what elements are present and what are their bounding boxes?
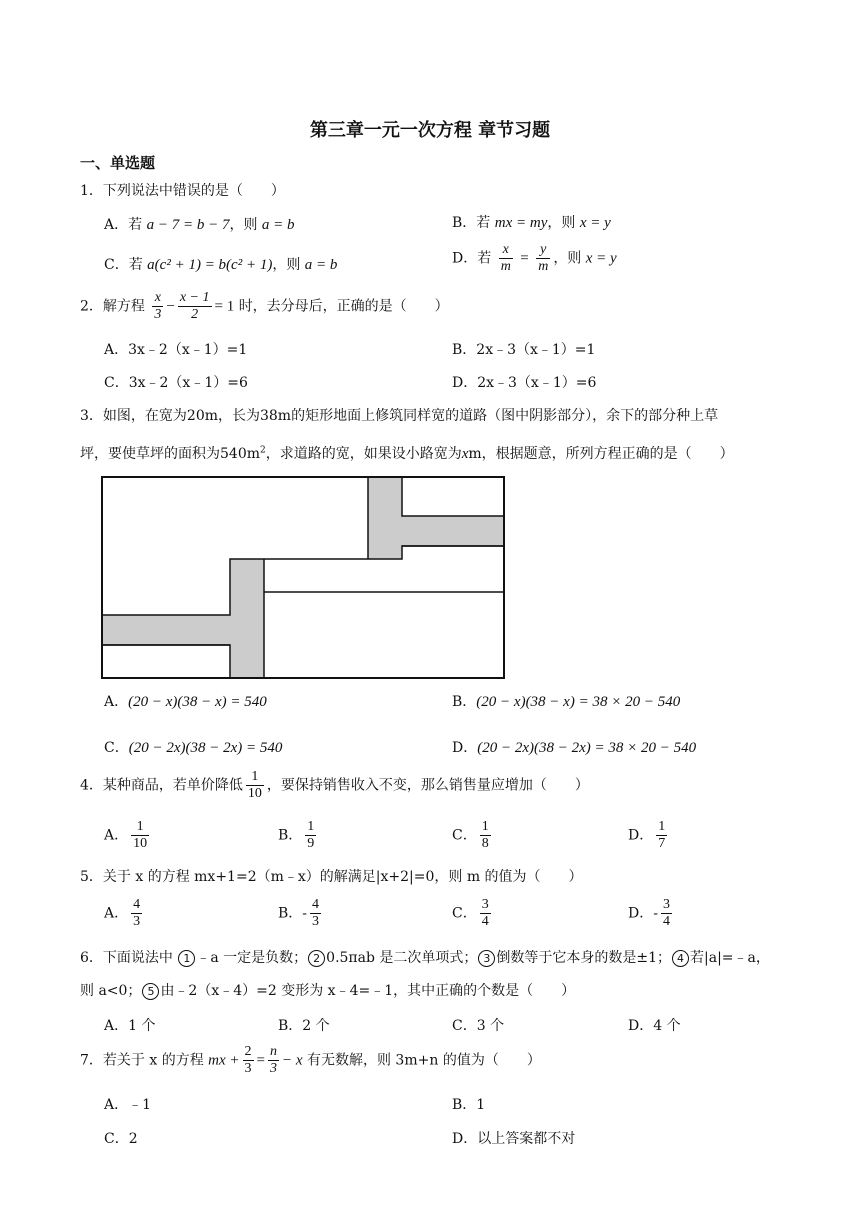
q1-c-expression: a(c² + 1) = b(c² + 1)	[147, 257, 273, 273]
question-3-line-1: 3．如图，在宽为20m，长为38m的矩形地面上修筑同样宽的道路（图中阴影部分），余下的部分种上草	[80, 408, 719, 424]
circled-number-2: 2	[308, 950, 325, 967]
page-title: 第三章一元一次方程 章节习题	[309, 120, 551, 141]
q1-option-c[interactable]: C．若 a(c² + 1) = b(c² + 1)，则 a = b	[104, 257, 338, 273]
q5-option-c[interactable]: C． $\frac{3}{4}$	[452, 897, 489, 929]
q4-option-b[interactable]: B． $\frac{1}{9}$	[278, 819, 315, 851]
q7-option-b[interactable]: B．1	[452, 1097, 486, 1113]
section-heading: 一、单选题	[80, 154, 156, 172]
q3-option-d[interactable]: D．(20 − 2x)(38 − 2x) = 38 × 20 − 540	[452, 740, 697, 756]
q7-option-c[interactable]: C．2	[104, 1131, 138, 1147]
q2-option-b[interactable]: B．2x﹣3（x﹣1）=1	[452, 342, 596, 358]
q6-option-a[interactable]: A．1 个	[104, 1018, 156, 1034]
field-outline	[102, 477, 504, 678]
question-1-stem: 1．下列说法中错误的是（ ）	[80, 183, 285, 199]
q1-d-conclusion: x = y	[585, 250, 617, 267]
q6-option-b[interactable]: B．2 个	[278, 1018, 330, 1034]
q6-option-d[interactable]: D．4 个	[628, 1018, 681, 1034]
q4-fraction: $\frac{1}{10}$	[247, 769, 262, 801]
circled-number-3: 3	[478, 950, 495, 967]
q6-option-c[interactable]: C．3 个	[452, 1018, 505, 1034]
q1-b-expression: mx = my	[494, 215, 548, 231]
q3-option-c[interactable]: C．(20 − 2x)(38 − 2x) = 540	[104, 740, 283, 756]
question-6-line-1: 6．下面说法中 1 ﹣a 一定是负数； 2 0.5πab 是二次单项式； 3 倒数等于它本身的数是±1； 4 若|a|=﹣a，	[80, 950, 770, 966]
q1-d-fraction-2: $\frac{y}{m}$	[538, 242, 549, 274]
q4-option-a[interactable]: A． $\frac{1}{10}$	[104, 819, 148, 851]
q1-d-fraction-1: $\frac{x}{m}$	[500, 242, 511, 274]
q3-c-expression: (20 − 2x)(38 − 2x) = 540	[128, 740, 283, 756]
q2-fraction-2: $\frac{x - 1}{2}$	[179, 290, 210, 322]
q3-b-expression: (20 − x)(38 − x) = 38 × 20 − 540	[476, 694, 681, 710]
q2-option-c[interactable]: C．3x﹣2（x﹣1）=6	[104, 375, 248, 391]
question-4-stem: 4．某种商品，若单价降低 $\frac{1}{10}$ ，要保持销售收入不变，那么销售量应增加（ ）	[80, 769, 589, 801]
q2-option-a[interactable]: A．3x﹣2（x﹣1）=1	[104, 342, 248, 358]
circled-number-4: 4	[672, 950, 689, 967]
circled-number-5: 5	[142, 983, 159, 1000]
q5-option-b[interactable]: B．- $\frac{4}{3}$	[278, 897, 320, 929]
question-7-stem: 7．若关于 x 的方程 mx + $\frac{2}{3}$ = $\frac{n}{3}$ − x 有无数解，则 3m+n 的值为（ ）	[80, 1044, 541, 1076]
q1-option-b[interactable]: B．若 mx = my，则 x = y	[452, 215, 611, 231]
q2-fraction-1: $\frac{x}{3}$	[154, 290, 162, 322]
q1-option-a[interactable]: A．若 a − 7 = b − 7，则 a = b	[104, 217, 295, 233]
question-6-line-2: 则 a<0； 5 由﹣2（x﹣4）=2 变形为 x﹣4=﹣1，其中正确的个数是（ ）	[80, 983, 576, 999]
q7-fraction-2: $\frac{n}{3}$	[270, 1044, 277, 1076]
q7-option-a[interactable]: A．﹣1	[104, 1097, 152, 1113]
q3-d-expression: (20 − 2x)(38 − 2x) = 38 × 20 − 540	[477, 740, 697, 756]
q7-fraction-1: $\frac{2}{3}$	[244, 1044, 252, 1076]
q5-option-a[interactable]: A． $\frac{4}{3}$	[104, 897, 141, 929]
q5-option-d[interactable]: D．- $\frac{3}{4}$	[628, 897, 670, 929]
q2-option-d[interactable]: D．2x﹣3（x﹣1）=6	[452, 375, 597, 391]
question-3-line-2: 坪，要使草坪的面积为$540m^2$，求道路的宽，如果设小路宽为xm，根据题意，所列方程正确的是（ ）	[80, 445, 734, 462]
circled-number-1: 1	[178, 950, 195, 967]
q7-option-d[interactable]: D．以上答案都不对	[452, 1131, 576, 1147]
q1-a-conclusion: a = b	[261, 217, 295, 233]
q3-option-a[interactable]: A．(20 − x)(38 − x) = 540	[104, 694, 267, 710]
question-5-stem: 5．关于 x 的方程 mx+1=2（m﹣x）的解满足|x+2|=0，则 m 的值为（ ）	[80, 869, 583, 885]
q1-b-conclusion: x = y	[579, 215, 611, 231]
q3-a-expression: (20 − x)(38 − x) = 540	[128, 694, 267, 710]
q1-a-expression: a − 7 = b − 7	[146, 217, 230, 233]
q1-option-d[interactable]: D．若 $\frac{x}{m}$ = $\frac{y}{m}$ ，则 x = y	[452, 242, 617, 274]
q3-option-b[interactable]: B．(20 − x)(38 − x) = 38 × 20 − 540	[452, 694, 681, 710]
q1-c-conclusion: a = b	[304, 257, 338, 273]
question-2-stem: 2．解方程 $\frac{x}{3}$ − $\frac{x - 1}{2}$ = 1 时，去分母后，正确的是（ ）	[80, 290, 449, 322]
q4-option-c[interactable]: C． $\frac{1}{8}$	[452, 819, 489, 851]
q4-option-d[interactable]: D． $\frac{1}{7}$	[628, 819, 666, 851]
